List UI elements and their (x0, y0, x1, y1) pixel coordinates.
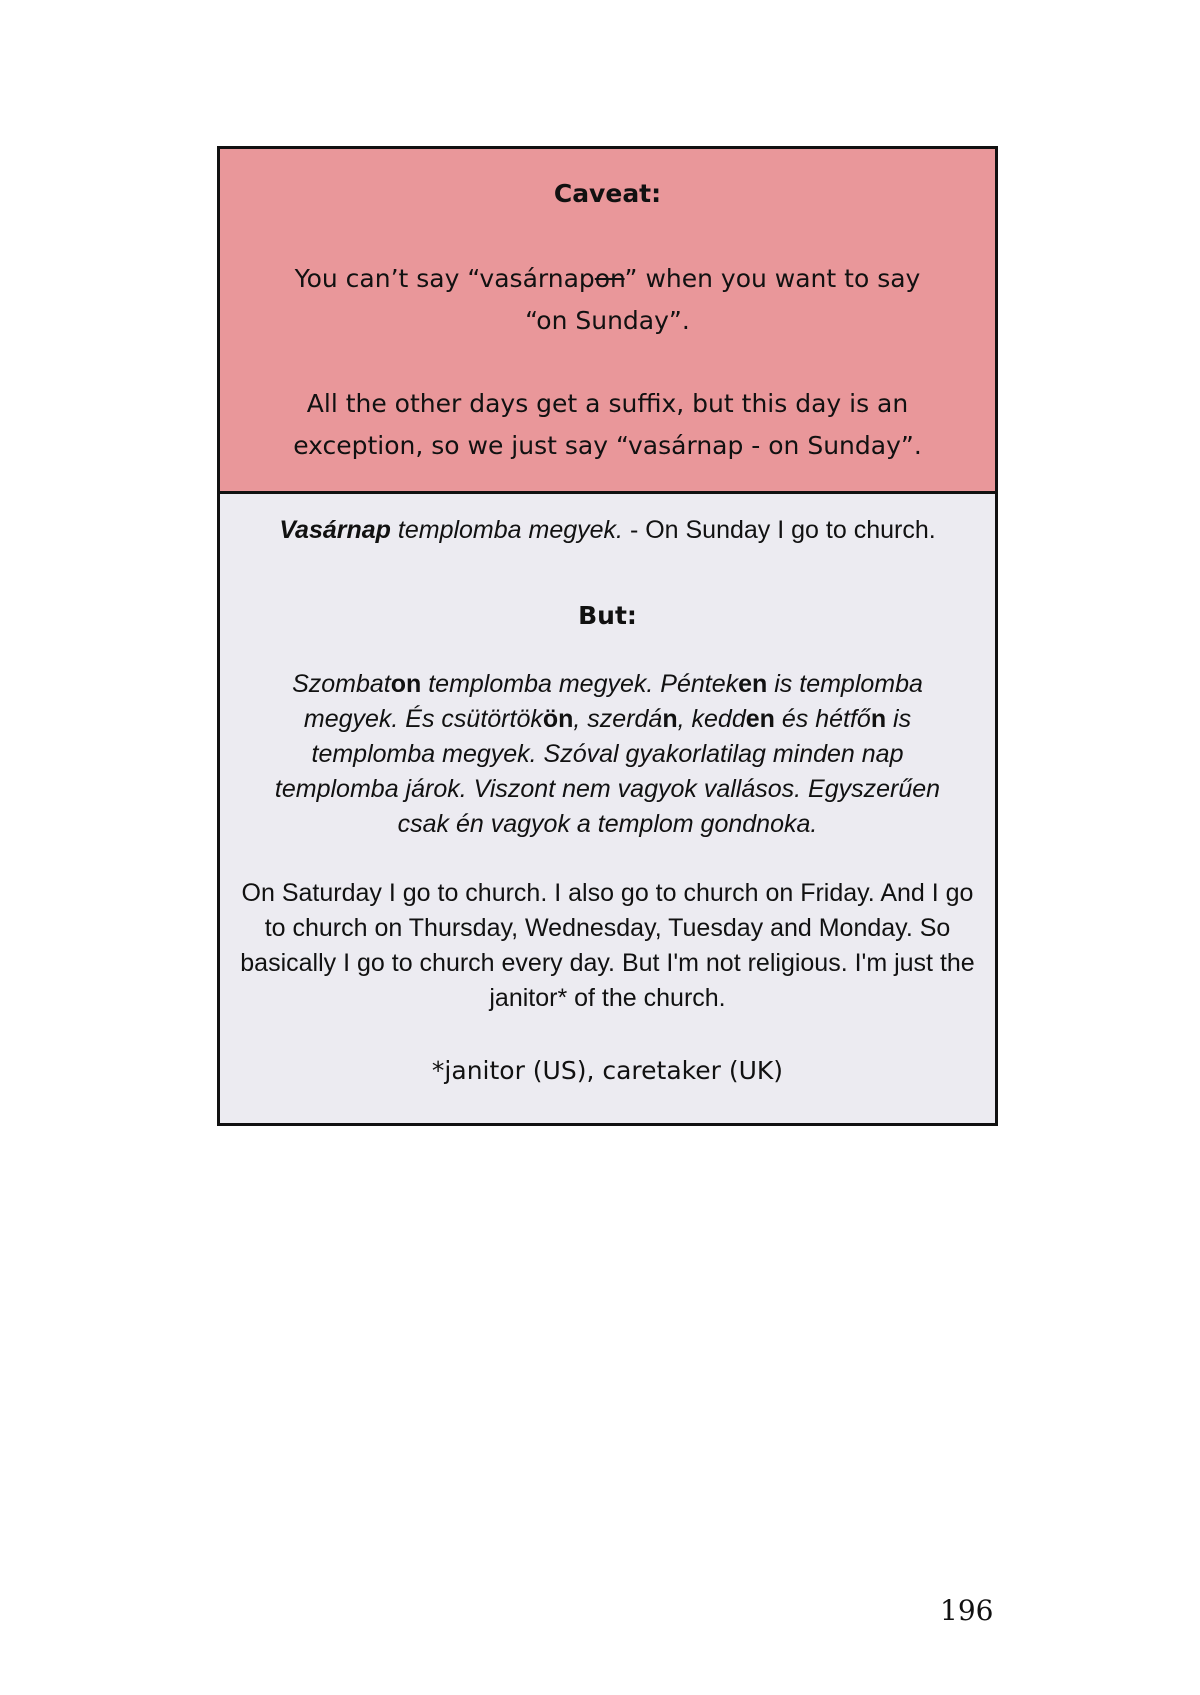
caveat-panel (220, 149, 995, 494)
example-sentence: Vasárnap templomba megyek. - On Sunday I go to church. (279, 516, 936, 544)
but-heading: But: (578, 601, 637, 630)
caveat-paragraph-2: All the other days get a suffix, but this day is an exception, so we just say “vasárnap - on Sunday”. (293, 389, 922, 460)
grammar-box (217, 146, 998, 1126)
example-panel (220, 494, 995, 1123)
caveat-heading: Caveat: (553, 179, 662, 208)
caveat-paragraph-1: You can’t say “vasárnapon” when you want to say “on Sunday”. (294, 264, 921, 335)
english-paragraph: On Saturday I go to church. I also go to church on Friday. And I go to church on Thursday, Wednesday, Tuesday and Monday. So basically I go to church every day. But I'm not religious. I'm just the janitor* of the church. (240, 879, 975, 1012)
page-number: 196 (940, 1594, 994, 1627)
footnote: *janitor (US), caretaker (UK) (431, 1056, 784, 1085)
struck-suffix: on (594, 264, 625, 293)
hungarian-paragraph: Szombaton templomba megyek. Pénteken is templomba megyek. És csütörtökön, szerdán, kedden és hétfőn is templomba megyek. Szóval gyakorlatilag minden nap templomba járok. Viszont nem vagyok vallásos. Egyszerűen csak én vagyok a templom gondnoka. (274, 670, 941, 838)
